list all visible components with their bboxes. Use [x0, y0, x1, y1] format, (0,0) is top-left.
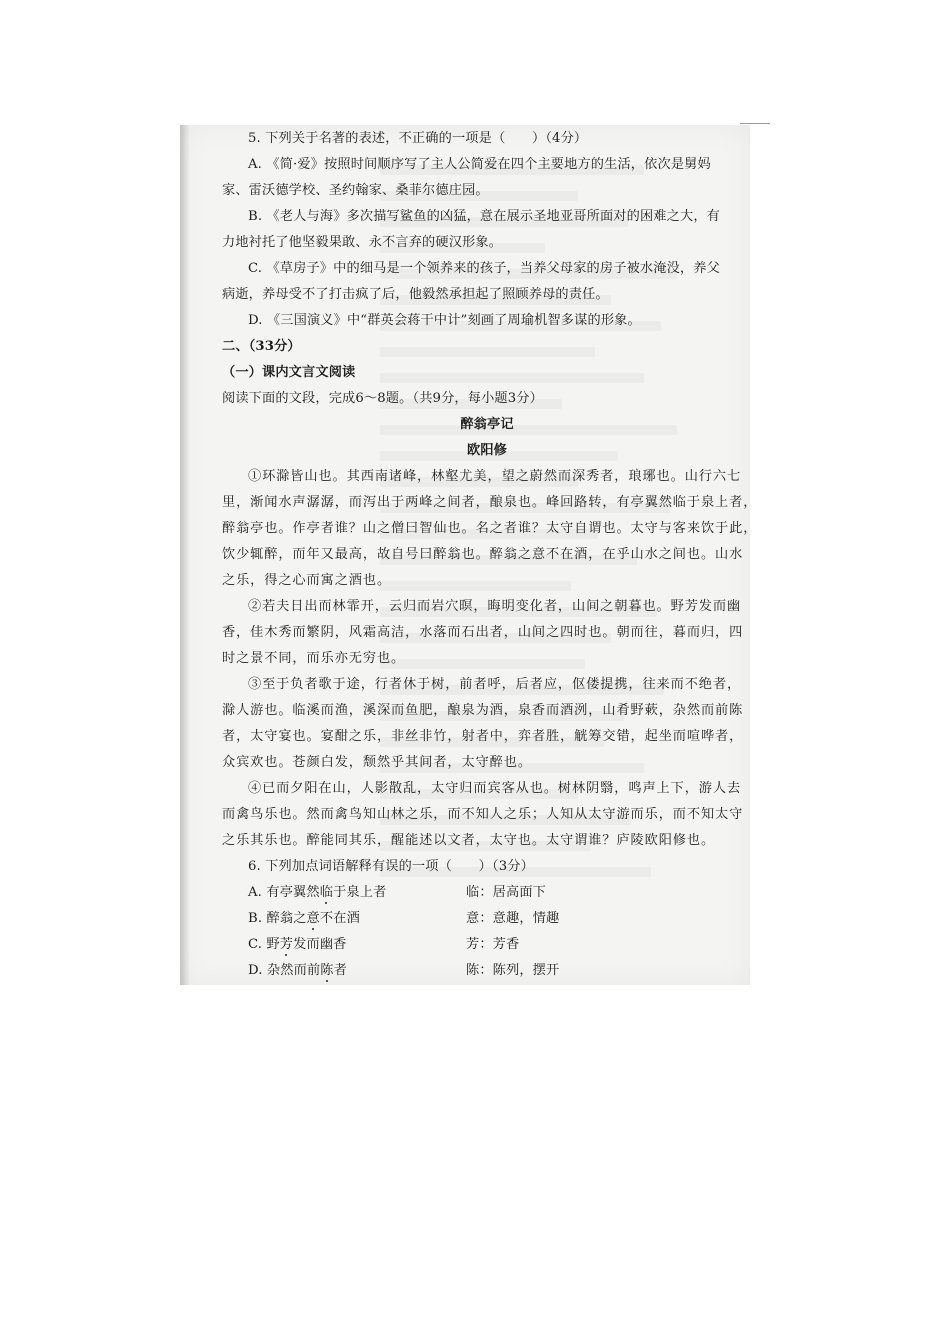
passage-line: 者，太守宴也。宴酣之乐，非丝非竹，射者中，弈者胜，觥筹交错，起坐而喧哗者，	[222, 729, 744, 744]
passage-line: 之乐其乐也。醉能同其乐，醒能述以文者，太守也。太守谓谁？庐陵欧阳修也。	[222, 833, 716, 848]
passage	[222, 468, 758, 858]
passage-line: ①环滁皆山也。其西南诸峰，林壑尤美，望之蔚然而深秀者，琅琊也。山行六七	[248, 469, 742, 484]
passage-line: ③至于负者歌于途，行者休于树，前者呼，后者应，伛偻提携，往来而不绝者，	[248, 677, 742, 692]
q6-stem: 6. 下列加点词语解释有误的一项（ ）（3分）	[248, 859, 534, 874]
section-heading: 二、（33分）	[222, 339, 301, 354]
option-phrase	[248, 936, 466, 962]
passage-author: 欧阳修	[466, 443, 507, 458]
passage-line: 之乐，得之心而寓之酒也。	[222, 573, 392, 588]
q5-option-c-line1: C. 《草房子》中的细马是一个领养来的孩子，当养父母家的房子被水淹没，养父	[248, 261, 720, 276]
option-phrase	[248, 910, 466, 936]
option-pre: C. 野	[248, 937, 280, 952]
page-edge-line	[740, 123, 770, 124]
q5-option-c-line2: 病逝，养母受不了打击疯了后，他毅然承担起了照顾养母的责任。	[222, 287, 609, 302]
document-content	[222, 130, 758, 988]
q6-option-d	[222, 962, 752, 988]
q5-stem: 5. 下列关于名著的表述，不正确的一项是（ ）（4分）	[248, 131, 588, 146]
q5-option-a-line2: 家、雷沃德学校、圣约翰家、桑菲尔德庄园。	[222, 183, 489, 198]
q5-option-b-line1: B. 《老人与海》多次描写鲨鱼的凶猛，意在展示圣地亚哥所面对的困难之大，有	[248, 209, 720, 224]
passage-line: 醉翁亭也。作亭者谁？山之僧曰智仙也。名之者谁？太守自谓也。太守与客来饮于此，	[222, 521, 758, 536]
option-phrase	[248, 962, 466, 988]
q5-option-a-line1: A. 《简·爱》按照时间顺序写了主人公简爱在四个主要地方的生活，依次是舅妈	[248, 157, 711, 172]
question-5	[222, 130, 752, 338]
option-pre: D. 杂然而前	[248, 963, 321, 978]
passage-line: 饮少辄醉，而年又最高，故自号曰醉翁也。醉翁之意不在酒，在乎山水之间也。山水	[222, 547, 744, 562]
dotted-word: 意	[306, 911, 320, 926]
passage-line: 里，渐闻水声潺潺，而泻出于两峰之间者，酿泉也。峰回路转，有亭翼然临于泉上者，	[222, 495, 758, 510]
passage-line: 而禽鸟乐也。然而禽鸟知山林之乐，而不知人之乐；人知从太守游而乐，而不知太守	[222, 807, 744, 822]
passage-line: 时之景不同，而乐亦无穷也。	[222, 651, 406, 666]
passage-line: ②若夫日出而林霏开，云归而岩穴暝，晦明变化者，山间之朝暮也。野芳发而幽	[248, 599, 742, 614]
q6-option-c	[222, 936, 752, 962]
dotted-word: 芳	[279, 937, 294, 952]
option-phrase	[248, 884, 466, 910]
q6-option-b	[222, 910, 752, 936]
dotted-word: 临	[319, 885, 334, 900]
passage-line: ④已而夕阳在山，人影散乱，太守归而宾客从也。树林阴翳，鸣声上下，游人去	[248, 781, 742, 796]
passage-line: 香，佳木秀而繁阴，风霜高洁，水落而石出者，山间之四时也。朝而往，暮而归，四	[222, 625, 744, 640]
option-gloss: 临：居高面下	[466, 885, 547, 900]
option-pre: B. 醉翁之	[248, 911, 307, 926]
option-post: 于泉上者	[333, 885, 387, 900]
option-gloss: 陈：陈列，摆开	[466, 963, 560, 978]
dotted-word: 陈	[320, 963, 334, 978]
passage-line: 众宾欢也。苍颜白发，颓然乎其间者，太守醉也。	[222, 755, 532, 770]
q6-option-a	[222, 884, 752, 910]
passage-line: 滁人游也。临溪而渔，溪深而鱼肥，酿泉为酒，泉香而酒洌，山肴野蔌，杂然而前陈	[222, 703, 744, 718]
passage-title: 醉翁亭记	[460, 417, 514, 432]
option-post: 发而幽香	[293, 937, 347, 952]
option-pre: A. 有亭翼然	[248, 885, 320, 900]
option-gloss: 意：意趣，情趣	[466, 911, 560, 926]
option-post: 不在酒	[319, 911, 360, 926]
reading-instruction: 阅读下面的文段，完成6～8题。（共9分，每小题3分）	[222, 391, 543, 406]
option-gloss: 芳：芳香	[466, 937, 520, 952]
subsection-heading: （一）课内文言文阅读	[222, 365, 356, 380]
q5-option-b-line2: 力地衬托了他坚毅果敢、永不言弃的硬汉形象。	[222, 235, 503, 250]
section-2	[222, 338, 752, 468]
option-post: 者	[333, 963, 347, 978]
question-6	[222, 858, 752, 988]
q5-option-d: D. 《三国演义》中“群英会蒋干中计”刻画了周瑜机智多谋的形象。	[248, 313, 641, 328]
